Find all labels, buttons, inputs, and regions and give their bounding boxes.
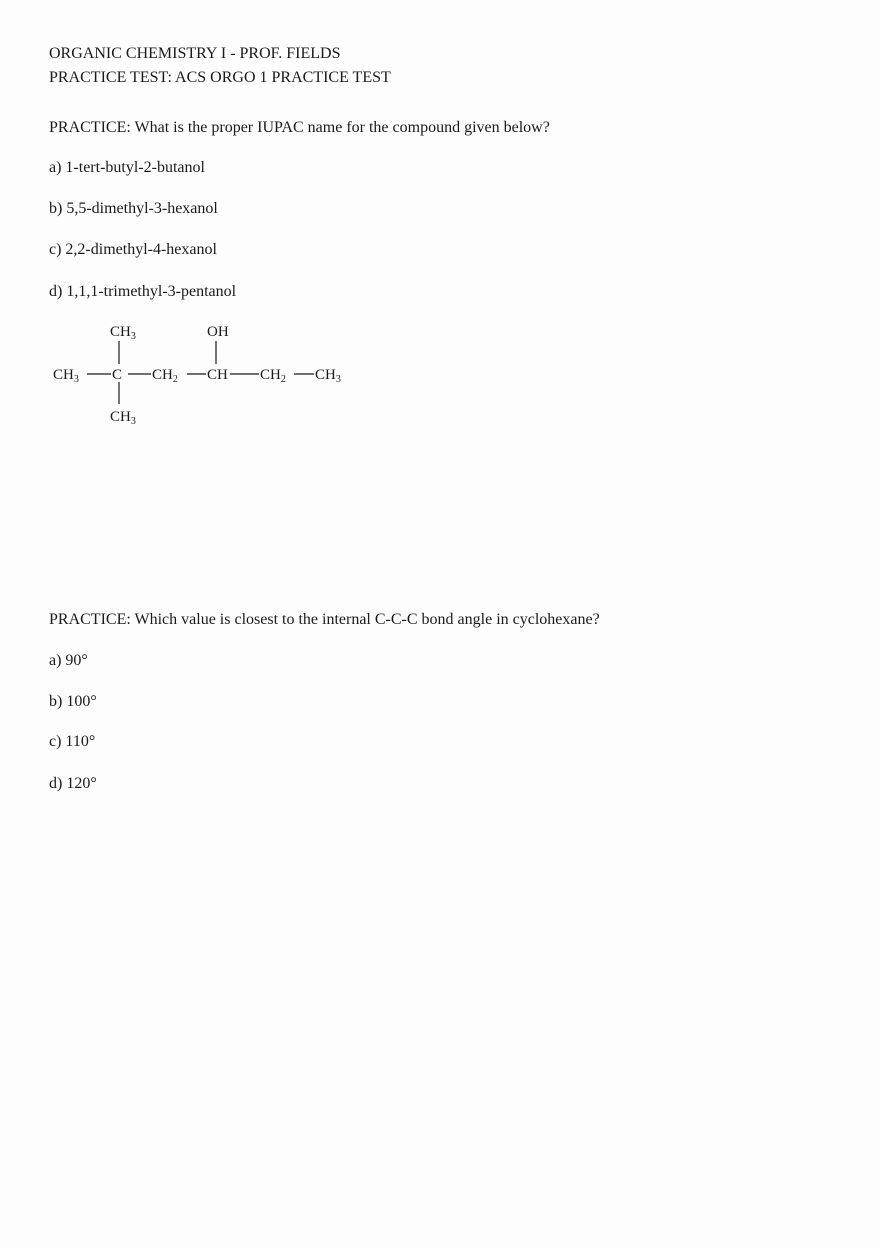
question-1-option-c: c) 2,2-dimethyl-4-hexanol — [49, 241, 217, 258]
question-1-prompt: PRACTICE: What is the proper IUPAC name for the compound given below? — [49, 119, 550, 136]
question-1-option-b: b) 5,5-dimethyl-3-hexanol — [49, 200, 218, 217]
top-methyl-group: $CH_3$ — [110, 324, 136, 342]
left-methyl-group: $CH_3$ — [53, 367, 79, 385]
end-methyl-group: $CH_3$ — [315, 367, 341, 385]
structure-drawing — [48, 318, 368, 433]
question-2-option-b: b) 100° — [49, 693, 97, 710]
question-2-option-c: c) 110° — [49, 733, 96, 750]
test-title: PRACTICE TEST: ACS ORGO 1 PRACTICE TEST — [49, 69, 391, 86]
structural-formula — [48, 318, 368, 433]
question-2-option-d: d) 120° — [49, 775, 97, 792]
methylene-group-2: $CH_2$ — [260, 367, 286, 385]
question-2-option-a: a) 90° — [49, 652, 88, 669]
carbinol-carbon: CH — [207, 367, 228, 383]
quaternary-carbon: C — [112, 367, 123, 383]
question-2-prompt: PRACTICE: Which value is closest to the internal C-C-C bond angle in cyclohexane? — [49, 611, 600, 628]
question-1-option-a: a) 1-tert-butyl-2-butanol — [49, 159, 205, 176]
course-title: ORGANIC CHEMISTRY I - PROF. FIELDS — [49, 45, 341, 62]
bottom-methyl-group: $CH_3$ — [110, 409, 136, 427]
question-1-option-d: d) 1,1,1-trimethyl-3-pentanol — [49, 283, 237, 300]
methylene-group-1: $CH_2$ — [152, 367, 178, 385]
hydroxyl-group: OH — [207, 324, 229, 340]
